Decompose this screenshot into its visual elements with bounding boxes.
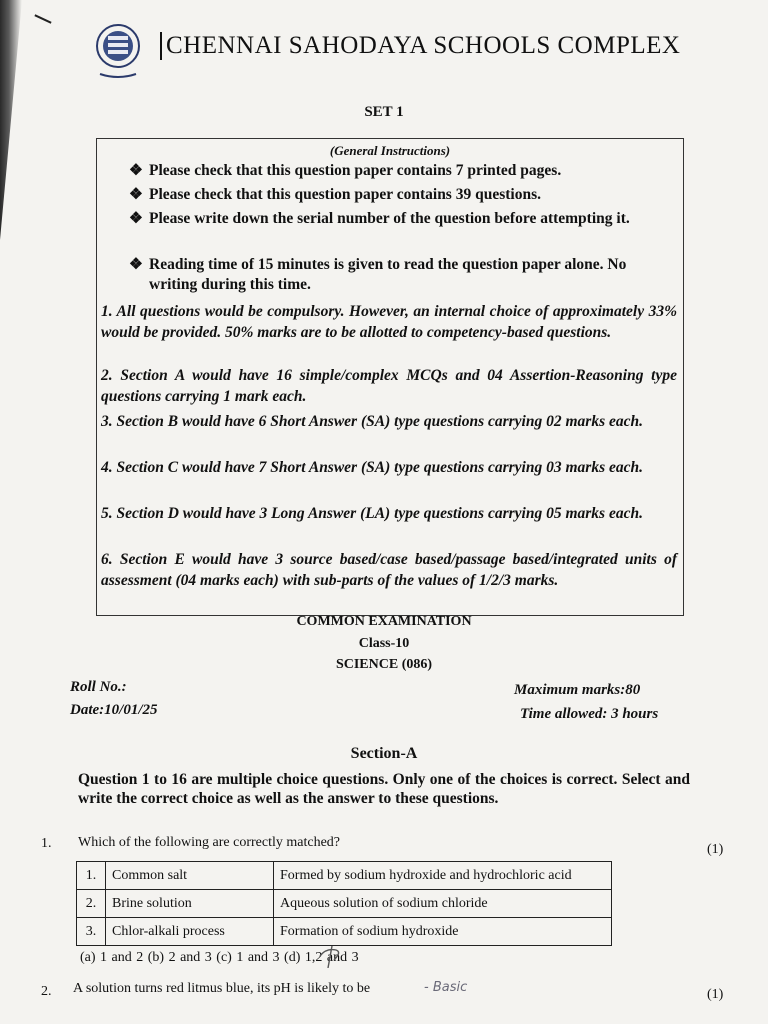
question-text: A solution turns red litmus blue, its pH is likely to be bbox=[73, 981, 371, 996]
exam-rule: 3. Section B would have 6 Short Answer (SA) type questions carrying 02 marks each. bbox=[101, 413, 643, 430]
instruction-bullet: ❖ Please check that this question paper contains 39 questions. bbox=[129, 186, 541, 203]
answer-options: (a) 1 and 2 (b) 2 and 3 (c) 1 and 3 (d) 1,2 and 3 bbox=[80, 950, 359, 965]
row-number: 1. bbox=[77, 862, 106, 890]
exam-subject: SCIENCE (086) bbox=[335, 657, 433, 672]
column-a-cell: Common salt bbox=[106, 862, 274, 890]
school-name: CHENNAI SAHODAYA SCHOOLS COMPLEX bbox=[160, 32, 680, 60]
exam-rule: 6. Section E would have 3 source based/case based/passage based/integrated units of assessment (04 marks each) with sub-parts of the values of 1/2/3 marks. bbox=[101, 551, 677, 589]
row-number: 2. bbox=[77, 890, 106, 918]
exam-rule: 4. Section C would have 7 Short Answer (SA) type questions carrying 03 marks each. bbox=[101, 459, 643, 476]
roll-number-label: Roll No.: bbox=[70, 679, 127, 695]
instructions-box bbox=[96, 138, 684, 616]
question-marks: (1) bbox=[707, 842, 724, 857]
exam-rule: 5. Section D would have 3 Long Answer (LA) type questions carrying 05 marks each. bbox=[101, 505, 643, 522]
pen-mark bbox=[34, 14, 51, 23]
exam-rule: 1. All questions would be compulsory. However, an internal choice of approximately 33% would be provided. 50% marks are to be allotted to competency-based questions. bbox=[101, 303, 677, 341]
time-allowed: Time allowed: 3 hours bbox=[520, 706, 659, 722]
column-a-cell: Brine solution bbox=[106, 890, 274, 918]
instruction-bullet: ❖ Please write down the serial number of the question before attempting it. bbox=[129, 210, 630, 227]
exam-name: COMMON EXAMINATION bbox=[296, 614, 472, 629]
instruction-bullet: ❖ Please check that this question paper contains 7 printed pages. bbox=[129, 162, 562, 179]
set-label: SET 1 bbox=[364, 104, 404, 120]
tick-mark-icon bbox=[318, 946, 344, 968]
instructions-title: (General Instructions) bbox=[329, 143, 451, 158]
diamond-bullet-icon: ❖ bbox=[129, 256, 143, 273]
instruction-bullet: ❖ Reading time of 15 minutes is given to read the question paper alone. No writing during this time. bbox=[129, 256, 627, 293]
table-row bbox=[77, 862, 612, 890]
exam-date: Date:10/01/25 bbox=[70, 702, 158, 718]
school-emblem-icon bbox=[90, 22, 146, 82]
column-b-cell: Aqueous solution of sodium chloride bbox=[274, 890, 612, 918]
table-row bbox=[77, 890, 612, 918]
question-number: 1. bbox=[41, 836, 52, 851]
question-text: Which of the following are correctly matched? bbox=[78, 835, 340, 850]
column-a-cell: Chlor-alkali process bbox=[106, 918, 274, 946]
diamond-bullet-icon: ❖ bbox=[129, 162, 143, 179]
table-row bbox=[77, 918, 612, 946]
section-a-instructions: Question 1 to 16 are multiple choice questions. Only one of the choices is correct. Select and write the correct choice as well as the answer to these questions. bbox=[78, 771, 690, 807]
question-marks: (1) bbox=[707, 987, 724, 1002]
row-number: 3. bbox=[77, 918, 106, 946]
column-b-cell: Formed by sodium hydroxide and hydrochloric acid bbox=[274, 862, 612, 890]
maximum-marks: Maximum marks:80 bbox=[514, 682, 641, 698]
column-b-cell: Formation of sodium hydroxide bbox=[274, 918, 612, 946]
exam-class: Class-10 bbox=[358, 636, 410, 651]
diamond-bullet-icon: ❖ bbox=[129, 210, 143, 227]
section-a-title: Section-A bbox=[350, 745, 418, 762]
question-number: 2. bbox=[41, 984, 52, 999]
exam-rule: 2. Section A would have 16 simple/complex MCQs and 04 Assertion-Reasoning type questions carrying 1 mark each. bbox=[101, 367, 677, 405]
matching-table bbox=[76, 861, 612, 946]
diamond-bullet-icon: ❖ bbox=[129, 186, 143, 203]
handwritten-answer: - Basic bbox=[424, 980, 468, 995]
